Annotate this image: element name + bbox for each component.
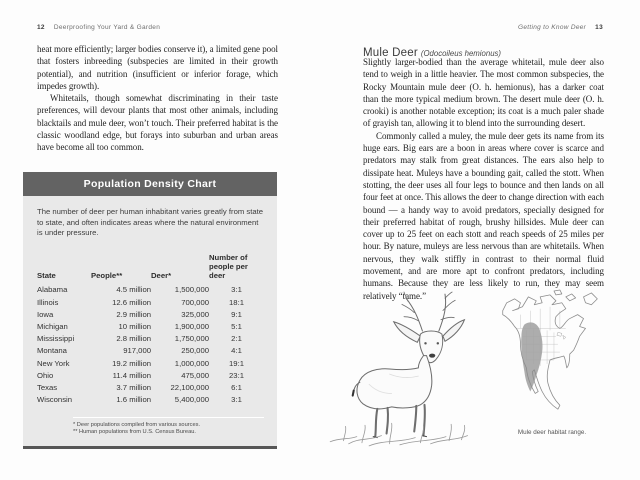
cell-people: 12.6 million — [112, 297, 151, 307]
page-number-left: 12 — [37, 24, 45, 31]
cell-ratio: 9:1 — [231, 309, 242, 319]
cell-ratio: 3:1 — [231, 395, 242, 405]
cell-state: Alabama — [37, 285, 68, 295]
cell-ratio: 18:1 — [229, 297, 244, 307]
cell-deer: 22,100,000 — [170, 382, 209, 392]
cell-ratio: 19:1 — [229, 358, 244, 368]
running-head-right — [518, 24, 603, 31]
cell-deer: 325,000 — [181, 309, 209, 319]
box-intro-text: The number of deer per human inhabitant varies greatly from state to state, and often indicates areas where the natural environment is under pressure. — [37, 207, 264, 238]
density-table-header — [37, 253, 264, 284]
table-row — [37, 284, 264, 296]
habitat-range-map — [496, 289, 608, 425]
cell-ratio: 2:1 — [231, 334, 242, 344]
column-header-deer: Deer* — [151, 270, 172, 280]
cell-deer: 1,750,000 — [174, 334, 209, 344]
cell-ratio: 23:1 — [229, 370, 244, 380]
page-right — [320, 0, 640, 480]
paragraph: Commonly called a muley, the mule deer gets its name from its huge ears. Big ears are a boon in areas where cover is scarce and predators may stalk from great distances. The ears also help to dissipate heat. Muleys have a bounding gait, called the stott. When stotting, the deer uses all four legs to bounce and then lands on all four feet at once. This allows the deer to change direction with each bound — a handy way to avoid predators, specially designed for their preferred habitat of rough, brushy hillsides. Mule deer can cover up to 25 feet on each stott and reach speeds of 25 miles per hour. By nature, muleys are less nervous than are whitetails. When nervous, they walk stiffly in contrast to their normal fluid movement, and are more apt to confront predators, including humans. Because they are less likely to run, they may seem relatively “tame.” — [363, 130, 604, 301]
page-number-right: 13 — [595, 24, 603, 31]
box-title: Population Density Chart — [83, 178, 217, 190]
density-table-body — [37, 284, 264, 406]
cell-ratio: 5:1 — [231, 321, 242, 331]
cell-state: Illinois — [37, 297, 59, 307]
paragraph: Slightly larger-bodied than the average whitetail, mule deer also tend to weigh in a little heavier. The most common subspecies, the Rocky Mountain mule deer (O. h. hemionus), has a darker coat than the more typical medium brown. The desert mule deer (O. h. crooki) is another notable exception; its coat is a much paler shade of grayish tan, allowing it to blend into the surrounding desert. — [363, 57, 604, 129]
map-caption: Mule deer habitat range. — [517, 429, 587, 436]
cell-people: 11.4 million — [112, 370, 151, 380]
cell-deer: 1,000,000 — [174, 358, 209, 368]
body-text-right — [363, 56, 604, 302]
cell-people: 19.2 million — [112, 358, 151, 368]
book-title: Deerproofing Your Yard & Garden — [53, 24, 161, 31]
population-density-chart-box — [23, 172, 277, 449]
cell-ratio: 4:1 — [231, 346, 242, 356]
table-row — [37, 357, 264, 369]
cell-deer: 700,000 — [181, 297, 209, 307]
table-row — [37, 333, 264, 345]
cell-deer: 250,000 — [181, 346, 209, 356]
box-body — [23, 196, 277, 449]
body-text-left — [37, 43, 278, 154]
table-row — [37, 320, 264, 332]
cell-state: Wisconsin — [37, 395, 73, 405]
table-row — [37, 381, 264, 393]
table-row — [37, 296, 264, 308]
cell-state: Iowa — [37, 309, 54, 319]
header-row — [37, 253, 264, 284]
cell-deer: 1,900,000 — [174, 321, 209, 331]
cell-state: Michigan — [37, 321, 68, 331]
cell-people: 917,000 — [123, 346, 151, 356]
cell-state: New York — [37, 358, 70, 368]
cell-deer: 5,400,000 — [174, 395, 209, 405]
table-row — [37, 393, 264, 405]
cell-ratio: 6:1 — [231, 382, 242, 392]
cell-ratio: 3:1 — [231, 285, 242, 295]
cell-deer: 475,000 — [181, 370, 209, 380]
table-row — [37, 308, 264, 320]
section-title: Mule Deer — [363, 47, 418, 59]
cell-state: Montana — [37, 346, 67, 356]
box-title-bar — [23, 172, 277, 196]
cell-people: 2.8 million — [116, 334, 151, 344]
cell-state: Ohio — [37, 370, 54, 380]
mule-deer-illustration — [326, 290, 484, 452]
cell-people: 3.7 million — [116, 382, 151, 392]
table-row — [37, 369, 264, 381]
habitat-range-shade — [521, 322, 542, 391]
cell-state: Mississippi — [37, 334, 75, 344]
cell-people: 10 million — [118, 321, 151, 331]
cell-deer: 1,500,000 — [174, 285, 209, 295]
cell-state: Texas — [37, 382, 58, 392]
paragraph: heat more efficiently; larger bodies conserve it), a limited gene pool that fosters inbreeding (subspecies are limited in their growth potential), and nutrition (insufficient or inferior forage, which impedes growth). — [37, 44, 278, 91]
chapter-title: Getting to Know Deer — [518, 24, 587, 31]
cell-people: 2.9 million — [116, 309, 151, 319]
section-latin-name: (Odocoileus hemionus) — [420, 49, 502, 58]
paragraph: Whitetails, though somewhat discriminating in their taste preferences, will devour plants that most other animals, including blacktails and mule deer, won’t touch. Their preferred habitat is the classic woodland edge, but forays into suburban and urban areas have become all too common. — [37, 93, 278, 153]
density-table — [37, 253, 264, 406]
table-footnotes — [73, 417, 264, 437]
cell-people: 4.5 million — [116, 285, 151, 295]
footnote: ** Human populations from U.S. Census Bureau. — [73, 429, 196, 436]
running-head-left — [37, 24, 160, 31]
column-header-ratio: Number of people per deer — [209, 252, 248, 280]
column-header-state: State — [37, 270, 56, 280]
column-header-people: People** — [91, 270, 123, 280]
table-row — [37, 345, 264, 357]
cell-people: 1.6 million — [116, 395, 151, 405]
footnote: * Deer populations compiled from various sources. — [73, 421, 201, 428]
